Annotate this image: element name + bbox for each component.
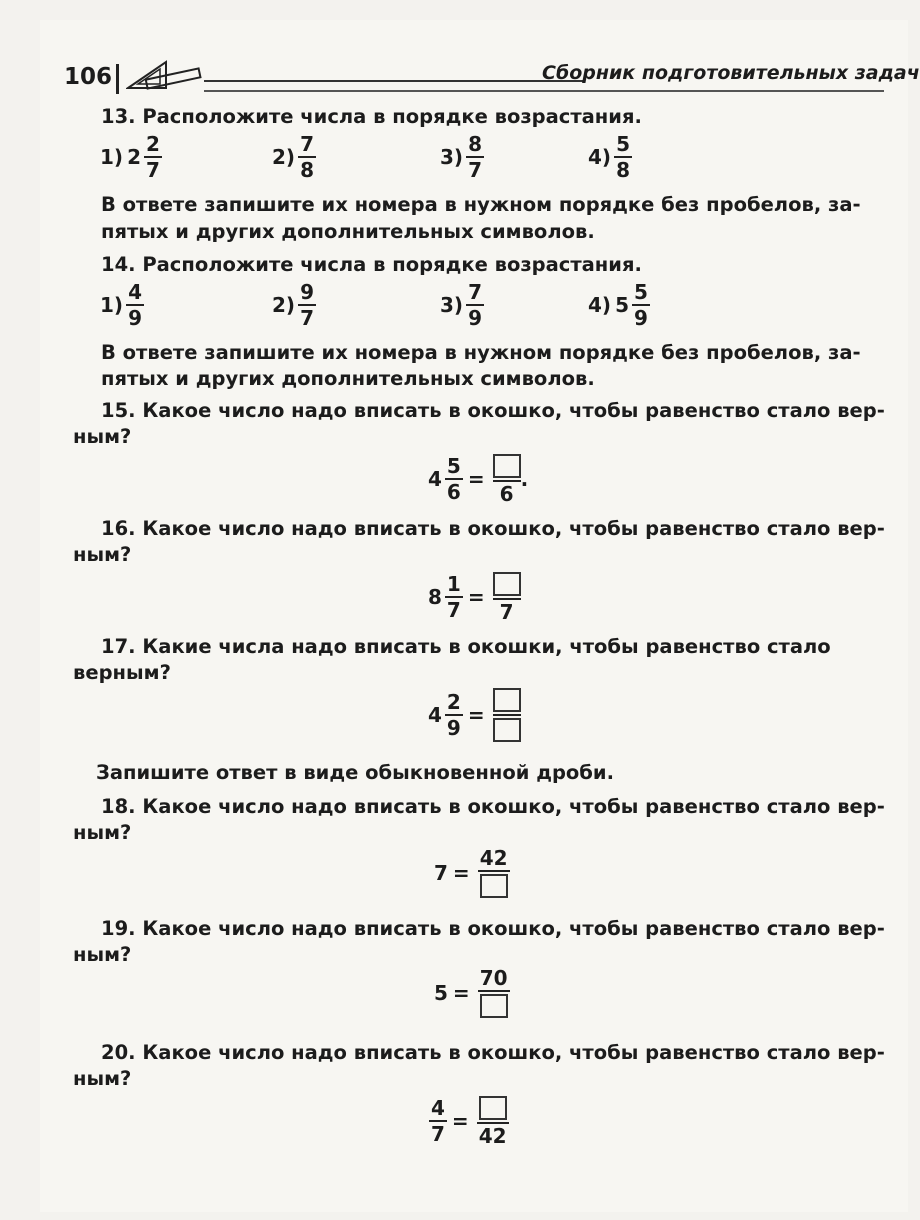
option-label: 3) <box>440 145 464 169</box>
numerator: 2 <box>446 690 461 714</box>
numerator: 5 <box>446 454 461 478</box>
problem-17-statement <box>101 634 831 660</box>
fraction <box>478 966 510 1020</box>
header-underline <box>204 90 884 92</box>
problem-16-statement <box>101 516 885 542</box>
denominator: 7 <box>300 306 314 330</box>
denominator: 9 <box>468 306 482 330</box>
fraction <box>477 1094 509 1148</box>
option-3 <box>440 132 484 182</box>
problem-17-text-2: верным? <box>73 661 171 684</box>
fraction <box>493 570 521 624</box>
option-3 <box>440 280 484 330</box>
set-square-ruler-icon <box>126 58 202 96</box>
whole-number: 5 <box>434 981 448 1005</box>
denominator: 8 <box>616 158 630 182</box>
fraction <box>429 1096 447 1146</box>
problem-13-note-2: пятых и других дополнительных символов. <box>101 220 595 243</box>
problem-14-note-2: пятых и других дополнительных символов. <box>101 367 595 390</box>
problem-14-statement <box>101 252 642 278</box>
problem-13-text: Расположите числа в порядке возрастания. <box>142 105 642 128</box>
equals-sign: = <box>452 981 470 1005</box>
problem-16-text-2: ным? <box>73 543 132 566</box>
numerator: 5 <box>633 280 648 304</box>
problem-15-text: Какое число надо вписать в окошко, чтобы равенство стало вер- <box>142 399 885 422</box>
problem-20-equation <box>426 1094 509 1148</box>
problem-16-number: 16. <box>101 517 136 540</box>
denominator: 9 <box>128 306 142 330</box>
option-label: 1) <box>100 293 124 317</box>
equals-sign: = <box>452 861 470 885</box>
option-4 <box>588 280 650 330</box>
numerator: 4 <box>431 1096 445 1120</box>
denominator: 7 <box>446 598 461 622</box>
problem-15-statement <box>101 398 885 424</box>
problem-16-equation <box>424 570 521 624</box>
fraction <box>298 132 316 182</box>
option-2 <box>272 132 316 182</box>
option-label: 4) <box>588 145 612 169</box>
fraction <box>445 690 463 740</box>
equals-sign: = <box>451 1109 469 1133</box>
denominator: 7 <box>431 1122 445 1146</box>
problem-18-text: Какое число надо вписать в окошко, чтобы равенство стало вер- <box>142 795 885 818</box>
denominator: 7 <box>499 600 514 624</box>
option-label: 4) <box>588 293 612 317</box>
numerator: 2 <box>145 132 160 156</box>
numerator: 4 <box>128 280 142 304</box>
mixed-whole: 8 <box>428 585 442 609</box>
problem-20-text-2: ным? <box>73 1067 132 1090</box>
denominator: 6 <box>446 480 461 504</box>
denominator: 6 <box>499 482 514 506</box>
equals-sign: = <box>467 585 485 609</box>
fraction <box>614 132 632 182</box>
problem-15-equation <box>424 452 528 506</box>
fraction <box>466 280 484 330</box>
problem-20-statement <box>101 1040 885 1066</box>
answer-box[interactable] <box>480 994 508 1018</box>
problem-17-number: 17. <box>101 635 136 658</box>
problem-17-text: Какие числа надо вписать в окошки, чтобы равенство стало <box>142 635 831 658</box>
problem-13-statement <box>101 104 642 130</box>
equals-sign: = <box>467 467 485 491</box>
numerator: 42 <box>479 846 508 870</box>
answer-box-denominator[interactable] <box>493 718 521 742</box>
period: . <box>520 467 529 491</box>
numerator: 9 <box>300 280 314 304</box>
problem-19-text-2: ным? <box>73 943 132 966</box>
numerator: 70 <box>479 966 508 990</box>
option-2 <box>272 280 316 330</box>
denominator: 7 <box>468 158 482 182</box>
option-label: 2) <box>272 145 296 169</box>
problem-20-number: 20. <box>101 1041 136 1064</box>
numerator: 5 <box>616 132 630 156</box>
option-4 <box>588 132 632 182</box>
denominator: 8 <box>300 158 314 182</box>
problem-13-note-1: В ответе запишите их номера в нужном порядке без пробелов, за- <box>101 193 861 216</box>
whole-number: 7 <box>434 861 448 885</box>
problem-18-number: 18. <box>101 795 136 818</box>
fraction <box>632 280 650 330</box>
problem-19-number: 19. <box>101 917 136 940</box>
problem-14-note-1: В ответе запишите их номера в нужном порядке без пробелов, за- <box>101 341 861 364</box>
mixed-whole: 4 <box>428 703 442 727</box>
problem-20-text: Какое число надо вписать в окошко, чтобы равенство стало вер- <box>142 1041 885 1064</box>
mixed-whole: 4 <box>428 467 442 491</box>
fraction <box>493 452 521 506</box>
answer-box[interactable] <box>493 454 521 478</box>
equals-sign: = <box>467 703 485 727</box>
problem-18-statement <box>101 794 885 820</box>
answer-box-numerator[interactable] <box>493 688 521 712</box>
problem-17-note: Запишите ответ в виде обыкновенной дроби. <box>96 761 614 784</box>
fraction <box>445 572 463 622</box>
problem-18-text-2: ным? <box>73 821 132 844</box>
problem-19-statement <box>101 916 885 942</box>
denominator: 42 <box>478 1124 507 1148</box>
fraction <box>493 686 521 744</box>
fraction <box>126 280 144 330</box>
problem-19-text: Какое число надо вписать в окошко, чтобы равенство стало вер- <box>142 917 885 940</box>
fraction <box>478 846 510 900</box>
answer-box[interactable] <box>493 572 521 596</box>
denominator: 9 <box>633 306 648 330</box>
answer-box[interactable] <box>479 1096 507 1120</box>
page-header <box>64 58 920 98</box>
problem-15-number: 15. <box>101 399 136 422</box>
numerator: 8 <box>468 132 482 156</box>
problem-17-equation <box>424 686 521 744</box>
denominator: 9 <box>446 716 461 740</box>
problem-13-number: 13. <box>101 105 136 128</box>
header-divider <box>116 64 119 94</box>
fraction <box>445 454 463 504</box>
numerator: 7 <box>468 280 482 304</box>
problem-16-text: Какое число надо вписать в окошко, чтобы равенство стало вер- <box>142 517 885 540</box>
denominator: 7 <box>145 158 160 182</box>
numerator: 1 <box>446 572 461 596</box>
page-number: 106 <box>64 64 113 90</box>
option-label: 2) <box>272 293 296 317</box>
problem-14-number: 14. <box>101 253 136 276</box>
answer-box[interactable] <box>480 874 508 898</box>
header-rule <box>204 80 584 82</box>
option-1 <box>100 280 144 330</box>
mixed-whole: 5 <box>615 293 629 317</box>
problem-18-equation <box>434 846 510 900</box>
fraction <box>144 132 162 182</box>
numerator: 7 <box>300 132 314 156</box>
problem-14-text: Расположите числа в порядке возрастания. <box>142 253 642 276</box>
option-1 <box>100 132 162 182</box>
problem-15-text-2: ным? <box>73 425 132 448</box>
running-title: Сборник подготовительных задач <box>542 62 920 84</box>
mixed-whole: 2 <box>127 145 141 169</box>
fraction <box>466 132 484 182</box>
fraction <box>298 280 316 330</box>
option-label: 1) <box>100 145 124 169</box>
problem-19-equation <box>434 966 510 1020</box>
option-label: 3) <box>440 293 464 317</box>
